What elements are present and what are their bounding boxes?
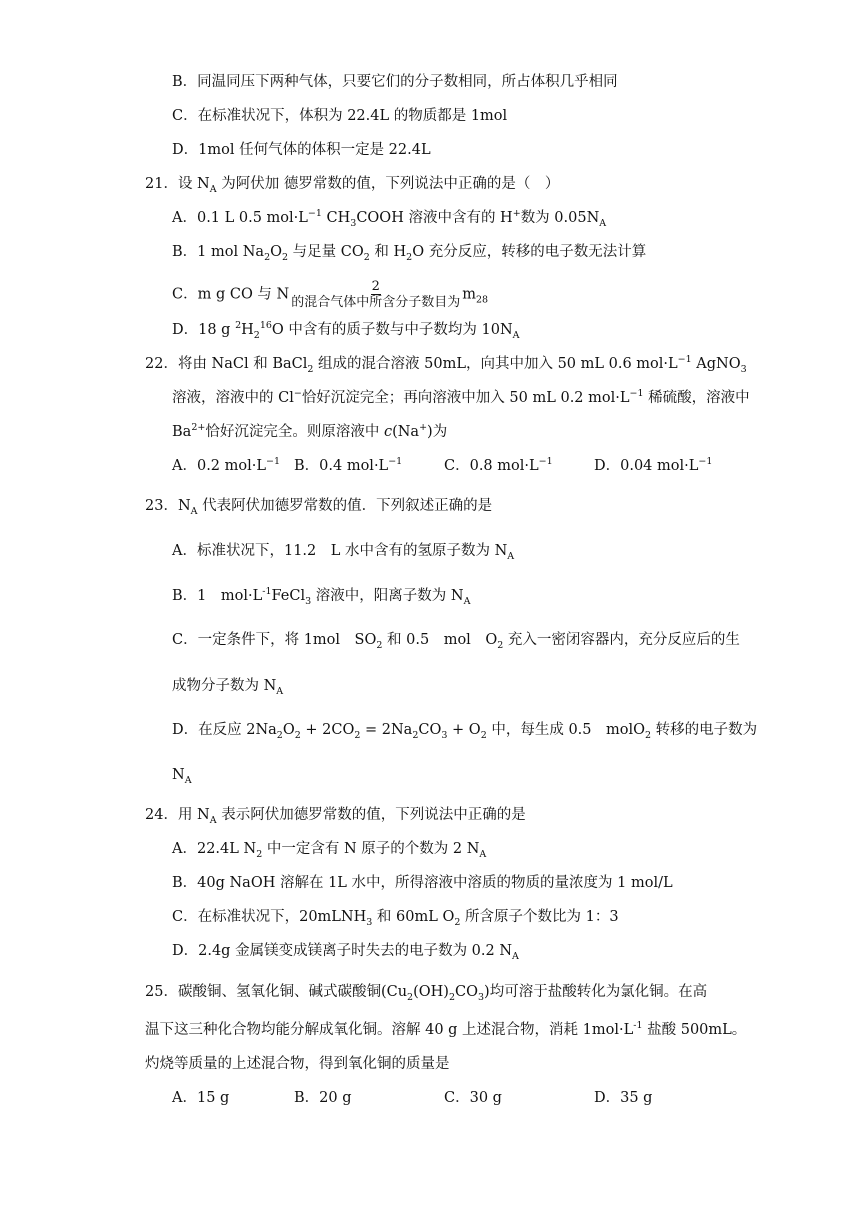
q24-option-b: B．40g NaOH 溶解在 1L 水中，所得溶液中溶质的物质的量浓度为 1 mol/L bbox=[172, 875, 673, 891]
q24-option-c: C．在标准状况下，20mLNH$_3$ 和 60mL $O_2$ 所含原子个数比为 1：3 bbox=[172, 909, 619, 928]
q24-option-d: D．2.4g 金属镁变成镁离子时失去的电子数为 0.2 $N_A$ bbox=[172, 943, 519, 962]
q24-option-a: A．22.4L $N_2$ 中一定含有 N 原子的个数为 2 $N_A$ bbox=[172, 841, 487, 860]
q22-stem-line2: 溶液，溶液中的 Cl−恰好沉淀完全；再向溶液中加入 50 mL 0.2 $mol\cdot L^{-1}$ 稀硫酸，溶液中 bbox=[172, 388, 750, 406]
q22-option-a: A．0.2 $mol\cdot L^{-1}$ bbox=[172, 456, 281, 474]
q20-option-c: C．在标准状况下，体积为 22.4L 的物质都是 1mol bbox=[172, 108, 508, 124]
q23-option-d-line2: $N_A$ bbox=[172, 767, 192, 786]
q25-stem-line1: 25．碳酸铜、氢氧化铜、碱式碳酸铜$(Cu_2(OH)_2CO_3)$均可溶于盐酸转化为氯化铜。在高 bbox=[145, 984, 708, 1003]
q20-option-b: B．同温同压下两种气体，只要它们的分子数相同，所占体积几乎相同 bbox=[172, 74, 618, 90]
q23-option-b: B．1 $mol\cdot L^{-1}FeCl_3$ 溶液中，阳离子数为 $N_A$ bbox=[172, 586, 471, 607]
q22-stem-line3: $Ba^{2+}$恰好沉淀完全。则原溶液中 c(Na+)为 bbox=[172, 422, 448, 440]
q25-option-d: D．35 g bbox=[594, 1090, 653, 1106]
q20-option-d: D．1mol 任何气体的体积一定是 22.4L bbox=[172, 142, 431, 158]
q25-option-a: A．15 g bbox=[172, 1090, 230, 1106]
q21-stem: 21．设 $N_A$ 为阿伏加 德罗常数的值，下列说法中正确的是（ ） bbox=[145, 176, 560, 195]
q23-stem: 23．$N_A$ 代表阿伏加德罗常数的值．下列叙述正确的是 bbox=[145, 498, 493, 517]
q24-stem: 24．用 $N_A$ 表示阿伏加德罗常数的值，下列说法中正确的是 bbox=[145, 807, 526, 826]
q23-option-d-line1: D．在反应 $2Na_2O_2 + 2CO_2 = 2Na_2CO_3 + O_2$ 中，每生成 0.5 molO$_2$ 转移的电子数为 bbox=[172, 722, 758, 741]
q21-option-b: B．1 mol $Na_2O_2$ 与足量 $CO_2$ 和 $H_2O$ 充分反应，转移的电子数无法计算 bbox=[172, 244, 647, 263]
q25-option-c: C．30 g bbox=[444, 1090, 502, 1106]
q21-option-a: A．0.1 L 0.5 $mol\cdot L^{-1}$ $CH_3COOH$ 溶液中含有的 H+数为 $0.05N_A$ bbox=[172, 208, 607, 229]
q22-stem-line1: 22．将由 NaCl 和 BaCl$_2$ 组成的混合溶液 50mL，向其中加入 50 mL 0.6 $mol\cdot L^{-1}$ AgNO$_3$ bbox=[145, 354, 747, 375]
q22-option-c: C．0.8 $mol\cdot L^{-1}$ bbox=[444, 456, 553, 474]
q23-option-c-line1: C．一定条件下，将 1mol $SO_2$ 和 0.5 mol $O_2$ 充入一密闭容器内，充分反应后的生 bbox=[172, 632, 740, 651]
q21-option-c: C．m g CO 与 N $\frac{2}{\text{的混合气体中所含分子数目为}}$ $m_{28}$ bbox=[172, 279, 489, 310]
q25-option-b: B．20 g bbox=[294, 1090, 352, 1106]
q23-option-c-line2: 成物分子数为 $N_A$ bbox=[172, 678, 284, 697]
q25-stem-line2: 温下这三种化合物均能分解成氧化铜。溶解 40 g 上述混合物，消耗 $1mol\cdot L^{-1}$ 盐酸 500mL。 bbox=[145, 1020, 747, 1038]
q21-option-d: D．18 g $^2H_2^{16}O$ 中含有的质子数与中子数均为 $10N_A$ bbox=[172, 320, 520, 341]
q22-option-b: B．0.4 $mol\cdot L^{-1}$ bbox=[294, 456, 403, 474]
q23-option-a: A．标准状况下，11.2 L 水中含有的氢原子数为 $N_A$ bbox=[172, 543, 515, 562]
q25-stem-line3: 灼烧等质量的上述混合物，得到氧化铜的质量是 bbox=[145, 1056, 450, 1072]
q22-option-d: D．0.04 $mol\cdot L^{-1}$ bbox=[594, 456, 713, 474]
fraction-m-over-28: $\frac{2}{\text{的混合气体中所含分子数目为}}$ bbox=[291, 279, 461, 310]
